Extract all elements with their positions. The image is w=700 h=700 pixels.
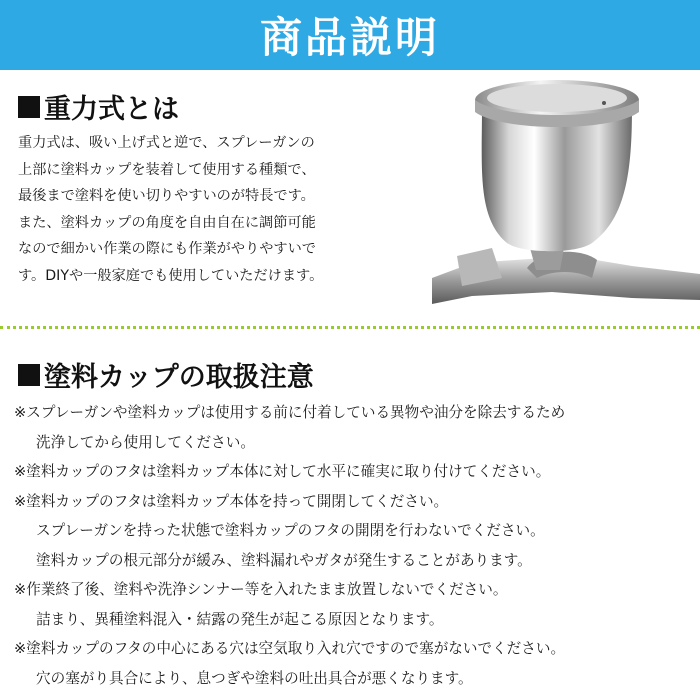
intro-line: また、塗料カップの角度を自由自在に調節可能 [18, 214, 316, 231]
note-line: ※塗料カップのフタは塗料カップ本体を持って開閉してください。 [14, 492, 449, 510]
note-line: 塗料カップの根元部分が緩み、塗料漏れやガタが発生することがあります。 [36, 551, 532, 569]
note-line: 穴の塞がり具合により、息つぎや塗料の吐出具合が悪くなります。 [36, 669, 473, 687]
spray-gun-product-image [432, 78, 700, 308]
note-line: 洗浄してから使用してください。 [36, 433, 255, 451]
note-line: 詰まり、異種塗料混入・結露の発生が起こる原因となります。 [36, 610, 444, 628]
header-banner [0, 0, 700, 70]
section-heading-gravity [18, 87, 179, 126]
section-heading-text: 重力式とは [44, 94, 179, 125]
dotted-divider [0, 326, 700, 329]
square-bullet-icon [18, 364, 40, 386]
intro-paragraph [18, 130, 398, 289]
intro-line: なので細かい作業の際にも作業がやりやすいで [18, 241, 316, 257]
banner-title: 商品説明 [259, 13, 440, 62]
square-bullet-icon [18, 96, 40, 118]
intro-line: 最後まで塗料を使い切りやすいのが特長です。 [18, 188, 315, 204]
note-line: ※塗料カップのフタは塗料カップ本体に対して水平に確実に取り付けてください。 [14, 463, 551, 480]
intro-line: す。DIYや一般家庭でも使用していただけます。 [18, 267, 324, 284]
section-heading-text: 塗料カップの取扱注意 [44, 362, 314, 393]
intro-line: 上部に塗料カップを装着して使用する種類で、 [18, 161, 316, 178]
note-line: ※塗料カップのフタの中心にある穴は空気取り入れ穴ですので塞がないでください。 [14, 640, 566, 657]
note-line: ※作業終了後、塗料や洗浄シンナー等を入れたまま放置しないでください。 [14, 581, 508, 598]
note-line: スプレーガンを持った状態で塗料カップのフタの開閉を行わないでください。 [36, 522, 545, 539]
intro-line: 重力式は、吸い上げ式と逆で、スプレーガンの [18, 135, 315, 151]
note-line: ※スプレーガンや塗料カップは使用する前に付着している異物や油分を除去するため [14, 404, 566, 421]
handling-notes [14, 398, 694, 693]
section-heading-cup-handling [18, 355, 314, 394]
